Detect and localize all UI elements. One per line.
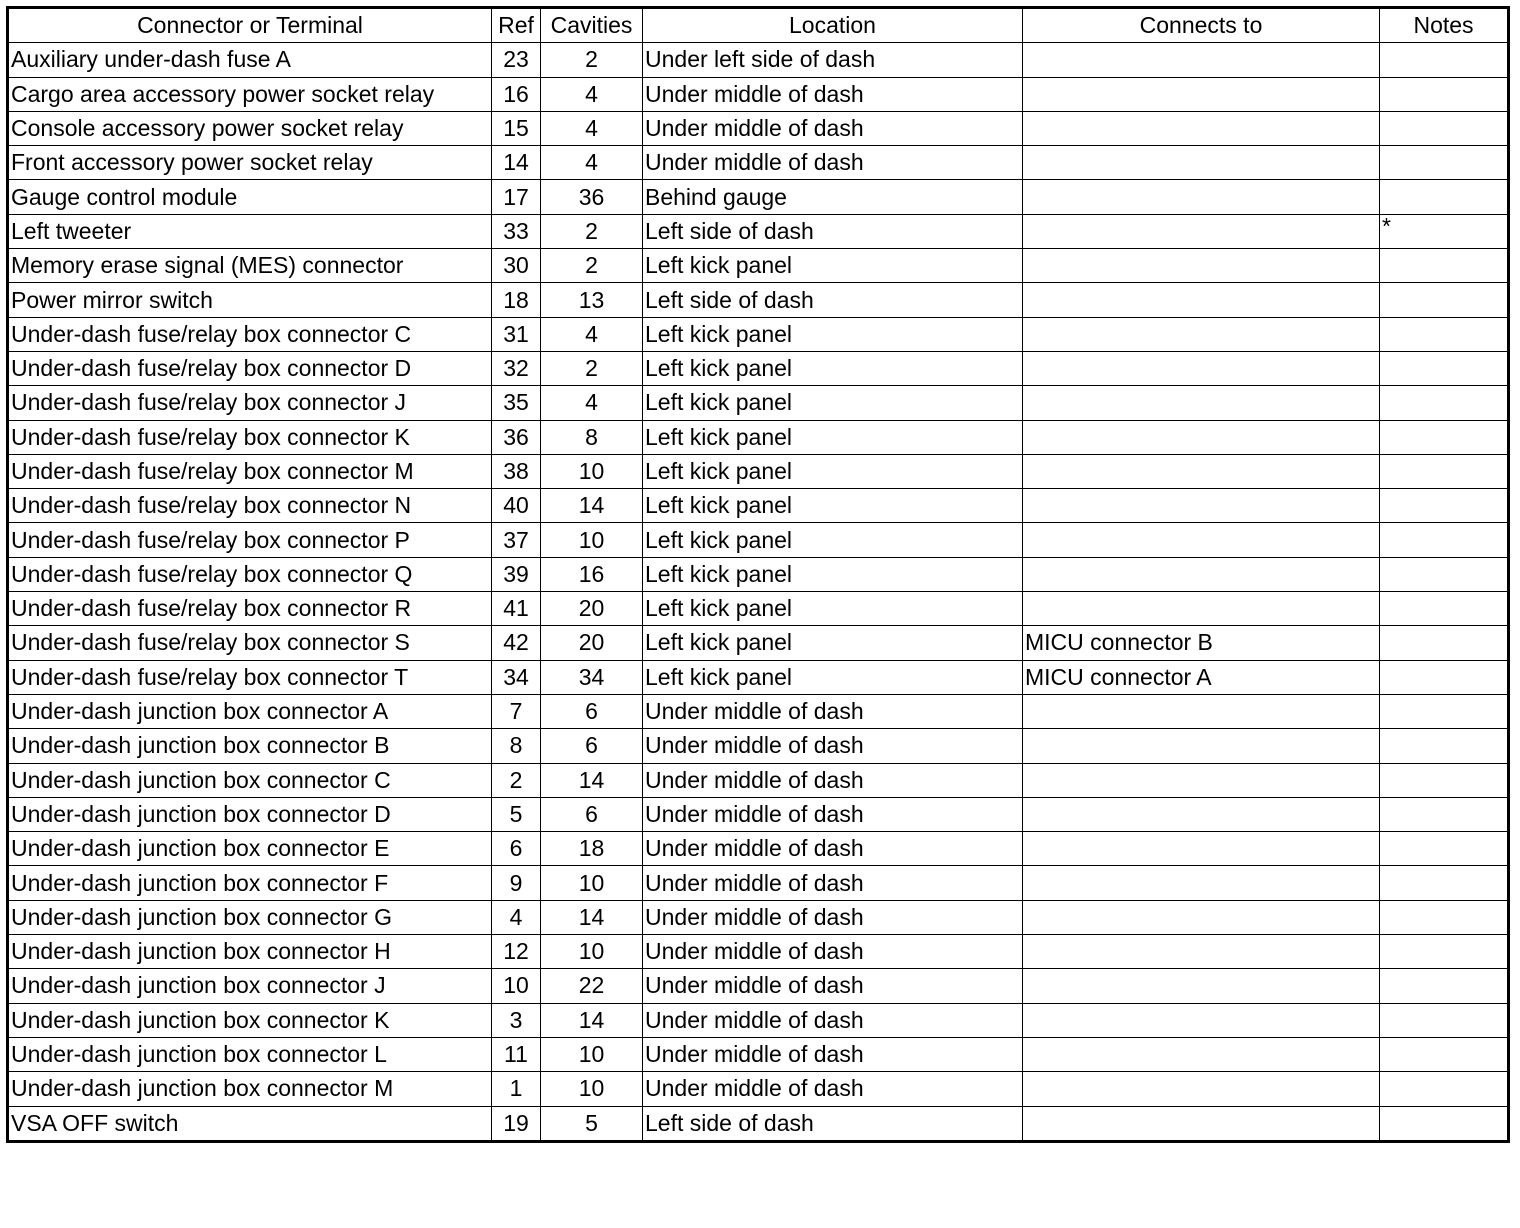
cavities-cell: 13	[541, 283, 643, 317]
notes-cell	[1380, 351, 1509, 385]
notes-cell	[1380, 111, 1509, 145]
connector-cell: Front accessory power socket relay	[8, 146, 492, 180]
cavities-cell: 10	[541, 935, 643, 969]
connector-cell: Under-dash junction box connector A	[8, 694, 492, 728]
connector-cell: Gauge control module	[8, 180, 492, 214]
header-connects-to: Connects to	[1023, 8, 1380, 43]
location-cell: Under middle of dash	[643, 900, 1023, 934]
location-cell: Under middle of dash	[643, 935, 1023, 969]
table-row	[8, 1003, 1509, 1037]
location-cell: Left kick panel	[643, 660, 1023, 694]
cavities-cell: 6	[541, 694, 643, 728]
table-row	[8, 797, 1509, 831]
notes-cell	[1380, 523, 1509, 557]
table-row	[8, 420, 1509, 454]
table-row	[8, 214, 1509, 248]
connects-to-cell	[1023, 351, 1380, 385]
cavities-cell: 2	[541, 351, 643, 385]
cavities-cell: 34	[541, 660, 643, 694]
cavities-cell: 2	[541, 43, 643, 77]
location-cell: Under middle of dash	[643, 832, 1023, 866]
connector-cell: Under-dash fuse/relay box connector K	[8, 420, 492, 454]
location-cell: Left side of dash	[643, 214, 1023, 248]
connector-cell: VSA OFF switch	[8, 1106, 492, 1141]
connector-cell: Cargo area accessory power socket relay	[8, 77, 492, 111]
table-row	[8, 111, 1509, 145]
connects-to-cell	[1023, 866, 1380, 900]
notes-cell	[1380, 626, 1509, 660]
cavities-cell: 4	[541, 77, 643, 111]
connector-cell: Under-dash fuse/relay box connector M	[8, 454, 492, 488]
location-cell: Under middle of dash	[643, 866, 1023, 900]
notes-cell	[1380, 1003, 1509, 1037]
connector-cell: Under-dash junction box connector J	[8, 969, 492, 1003]
location-cell: Left side of dash	[643, 283, 1023, 317]
cavities-cell: 8	[541, 420, 643, 454]
connector-cell: Under-dash junction box connector E	[8, 832, 492, 866]
table-row	[8, 694, 1509, 728]
connector-cell: Under-dash fuse/relay box connector P	[8, 523, 492, 557]
connects-to-cell	[1023, 1037, 1380, 1071]
connector-cell: Under-dash fuse/relay box connector C	[8, 317, 492, 351]
header-location: Location	[643, 8, 1023, 43]
location-cell: Under middle of dash	[643, 111, 1023, 145]
notes-cell	[1380, 1037, 1509, 1071]
connects-to-cell	[1023, 969, 1380, 1003]
notes-cell	[1380, 797, 1509, 831]
connects-to-cell	[1023, 694, 1380, 728]
table-row	[8, 557, 1509, 591]
ref-cell: 6	[492, 832, 541, 866]
notes-cell	[1380, 935, 1509, 969]
location-cell: Under middle of dash	[643, 146, 1023, 180]
ref-cell: 14	[492, 146, 541, 180]
notes-cell	[1380, 660, 1509, 694]
location-cell: Under middle of dash	[643, 77, 1023, 111]
location-cell: Under middle of dash	[643, 763, 1023, 797]
connector-cell: Under-dash fuse/relay box connector R	[8, 592, 492, 626]
location-cell: Left kick panel	[643, 557, 1023, 591]
connects-to-cell	[1023, 523, 1380, 557]
notes-cell	[1380, 763, 1509, 797]
header-row	[8, 8, 1509, 43]
table-row	[8, 1072, 1509, 1106]
cavities-cell: 22	[541, 969, 643, 1003]
table-row	[8, 43, 1509, 77]
ref-cell: 42	[492, 626, 541, 660]
connector-cell: Under-dash junction box connector D	[8, 797, 492, 831]
ref-cell: 41	[492, 592, 541, 626]
table-row	[8, 283, 1509, 317]
table-row	[8, 935, 1509, 969]
connector-cell: Memory erase signal (MES) connector	[8, 249, 492, 283]
cavities-cell: 4	[541, 111, 643, 145]
cavities-cell: 20	[541, 626, 643, 660]
cavities-cell: 4	[541, 386, 643, 420]
connects-to-cell	[1023, 557, 1380, 591]
ref-cell: 4	[492, 900, 541, 934]
notes-cell	[1380, 694, 1509, 728]
connects-to-cell	[1023, 592, 1380, 626]
table-row	[8, 626, 1509, 660]
connector-cell: Under-dash junction box connector G	[8, 900, 492, 934]
location-cell: Under middle of dash	[643, 1037, 1023, 1071]
ref-cell: 3	[492, 1003, 541, 1037]
notes-cell	[1380, 249, 1509, 283]
location-cell: Under middle of dash	[643, 969, 1023, 1003]
connects-to-cell	[1023, 1003, 1380, 1037]
cavities-cell: 20	[541, 592, 643, 626]
notes-cell	[1380, 43, 1509, 77]
table-row	[8, 729, 1509, 763]
location-cell: Left kick panel	[643, 592, 1023, 626]
cavities-cell: 5	[541, 1106, 643, 1141]
connector-cell: Under-dash fuse/relay box connector T	[8, 660, 492, 694]
ref-cell: 19	[492, 1106, 541, 1141]
connects-to-cell	[1023, 763, 1380, 797]
cavities-cell: 16	[541, 557, 643, 591]
notes-cell	[1380, 454, 1509, 488]
connects-to-cell	[1023, 489, 1380, 523]
ref-cell: 16	[492, 77, 541, 111]
ref-cell: 23	[492, 43, 541, 77]
ref-cell: 5	[492, 797, 541, 831]
connects-to-cell	[1023, 43, 1380, 77]
connects-to-cell	[1023, 386, 1380, 420]
location-cell: Under middle of dash	[643, 694, 1023, 728]
connector-cell: Under-dash fuse/relay box connector N	[8, 489, 492, 523]
connector-cell: Under-dash junction box connector H	[8, 935, 492, 969]
cavities-cell: 2	[541, 214, 643, 248]
connects-to-cell	[1023, 283, 1380, 317]
cavities-cell: 14	[541, 900, 643, 934]
connects-to-cell	[1023, 729, 1380, 763]
notes-cell	[1380, 146, 1509, 180]
table-row	[8, 1106, 1509, 1141]
connects-to-cell	[1023, 832, 1380, 866]
connects-to-cell	[1023, 797, 1380, 831]
connects-to-cell	[1023, 420, 1380, 454]
location-cell: Left kick panel	[643, 454, 1023, 488]
cavities-cell: 10	[541, 454, 643, 488]
location-cell: Left kick panel	[643, 351, 1023, 385]
ref-cell: 10	[492, 969, 541, 1003]
connector-cell: Under-dash fuse/relay box connector Q	[8, 557, 492, 591]
location-cell: Under middle of dash	[643, 1072, 1023, 1106]
notes-cell	[1380, 900, 1509, 934]
notes-cell	[1380, 866, 1509, 900]
connects-to-cell	[1023, 214, 1380, 248]
ref-cell: 18	[492, 283, 541, 317]
location-cell: Under middle of dash	[643, 1003, 1023, 1037]
notes-cell	[1380, 832, 1509, 866]
notes-cell	[1380, 420, 1509, 454]
connector-cell: Under-dash junction box connector F	[8, 866, 492, 900]
connector-cell: Under-dash fuse/relay box connector D	[8, 351, 492, 385]
table-row	[8, 900, 1509, 934]
location-cell: Left kick panel	[643, 317, 1023, 351]
connector-cell: Console accessory power socket relay	[8, 111, 492, 145]
cavities-cell: 10	[541, 523, 643, 557]
table-row	[8, 249, 1509, 283]
ref-cell: 9	[492, 866, 541, 900]
location-cell: Under left side of dash	[643, 43, 1023, 77]
table-row	[8, 969, 1509, 1003]
table-row	[8, 660, 1509, 694]
notes-cell	[1380, 592, 1509, 626]
connects-to-cell	[1023, 146, 1380, 180]
ref-cell: 37	[492, 523, 541, 557]
location-cell: Left kick panel	[643, 626, 1023, 660]
table-row	[8, 592, 1509, 626]
ref-cell: 35	[492, 386, 541, 420]
notes-cell	[1380, 77, 1509, 111]
header-connector: Connector or Terminal	[8, 8, 492, 43]
notes-cell	[1380, 283, 1509, 317]
connector-cell: Under-dash fuse/relay box connector J	[8, 386, 492, 420]
connector-table	[6, 6, 1510, 1143]
notes-cell	[1380, 969, 1509, 1003]
cavities-cell: 2	[541, 249, 643, 283]
location-cell: Behind gauge	[643, 180, 1023, 214]
table-row	[8, 1037, 1509, 1071]
location-cell: Left kick panel	[643, 489, 1023, 523]
header-cavities: Cavities	[541, 8, 643, 43]
table-row	[8, 763, 1509, 797]
notes-cell	[1380, 180, 1509, 214]
connector-cell: Auxiliary under-dash fuse A	[8, 43, 492, 77]
connector-cell: Under-dash junction box connector B	[8, 729, 492, 763]
ref-cell: 38	[492, 454, 541, 488]
ref-cell: 34	[492, 660, 541, 694]
notes-cell	[1380, 1106, 1509, 1141]
notes-cell	[1380, 557, 1509, 591]
connects-to-cell	[1023, 317, 1380, 351]
connects-to-cell	[1023, 111, 1380, 145]
table-row	[8, 832, 1509, 866]
header-notes: Notes	[1380, 8, 1509, 43]
cavities-cell: 6	[541, 797, 643, 831]
table-row	[8, 317, 1509, 351]
ref-cell: 33	[492, 214, 541, 248]
ref-cell: 8	[492, 729, 541, 763]
connects-to-cell	[1023, 1072, 1380, 1106]
ref-cell: 17	[492, 180, 541, 214]
table-body	[8, 43, 1509, 1142]
location-cell: Left kick panel	[643, 523, 1023, 557]
table-row	[8, 77, 1509, 111]
ref-cell: 36	[492, 420, 541, 454]
cavities-cell: 14	[541, 763, 643, 797]
header-ref: Ref	[492, 8, 541, 43]
cavities-cell: 10	[541, 1072, 643, 1106]
cavities-cell: 4	[541, 146, 643, 180]
connects-to-cell	[1023, 180, 1380, 214]
cavities-cell: 4	[541, 317, 643, 351]
connector-cell: Under-dash junction box connector M	[8, 1072, 492, 1106]
ref-cell: 15	[492, 111, 541, 145]
ref-cell: 40	[492, 489, 541, 523]
connects-to-cell	[1023, 900, 1380, 934]
cavities-cell: 6	[541, 729, 643, 763]
table-row	[8, 386, 1509, 420]
cavities-cell: 18	[541, 832, 643, 866]
cavities-cell: 10	[541, 1037, 643, 1071]
notes-cell	[1380, 729, 1509, 763]
connector-cell: Under-dash junction box connector C	[8, 763, 492, 797]
cavities-cell: 14	[541, 1003, 643, 1037]
location-cell: Under middle of dash	[643, 729, 1023, 763]
location-cell: Left kick panel	[643, 386, 1023, 420]
table-row	[8, 866, 1509, 900]
notes-cell	[1380, 317, 1509, 351]
ref-cell: 32	[492, 351, 541, 385]
connects-to-cell	[1023, 1106, 1380, 1141]
notes-cell	[1380, 1072, 1509, 1106]
table-row	[8, 454, 1509, 488]
ref-cell: 30	[492, 249, 541, 283]
notes-cell: *	[1380, 214, 1509, 248]
connects-to-cell: MICU connector A	[1023, 660, 1380, 694]
notes-cell	[1380, 489, 1509, 523]
table-row	[8, 351, 1509, 385]
table-row	[8, 146, 1509, 180]
cavities-cell: 14	[541, 489, 643, 523]
ref-cell: 7	[492, 694, 541, 728]
notes-cell	[1380, 386, 1509, 420]
location-cell: Left kick panel	[643, 420, 1023, 454]
connects-to-cell	[1023, 454, 1380, 488]
connects-to-cell	[1023, 935, 1380, 969]
cavities-cell: 10	[541, 866, 643, 900]
table-row	[8, 180, 1509, 214]
connector-cell: Under-dash junction box connector K	[8, 1003, 492, 1037]
ref-cell: 11	[492, 1037, 541, 1071]
cavities-cell: 36	[541, 180, 643, 214]
connector-cell: Left tweeter	[8, 214, 492, 248]
connector-cell: Power mirror switch	[8, 283, 492, 317]
table-row	[8, 523, 1509, 557]
ref-cell: 2	[492, 763, 541, 797]
connector-cell: Under-dash junction box connector L	[8, 1037, 492, 1071]
ref-cell: 1	[492, 1072, 541, 1106]
connects-to-cell	[1023, 77, 1380, 111]
connector-cell: Under-dash fuse/relay box connector S	[8, 626, 492, 660]
location-cell: Left kick panel	[643, 249, 1023, 283]
table-row	[8, 489, 1509, 523]
connects-to-cell: MICU connector B	[1023, 626, 1380, 660]
location-cell: Under middle of dash	[643, 797, 1023, 831]
connects-to-cell	[1023, 249, 1380, 283]
ref-cell: 31	[492, 317, 541, 351]
ref-cell: 39	[492, 557, 541, 591]
location-cell: Left side of dash	[643, 1106, 1023, 1141]
ref-cell: 12	[492, 935, 541, 969]
